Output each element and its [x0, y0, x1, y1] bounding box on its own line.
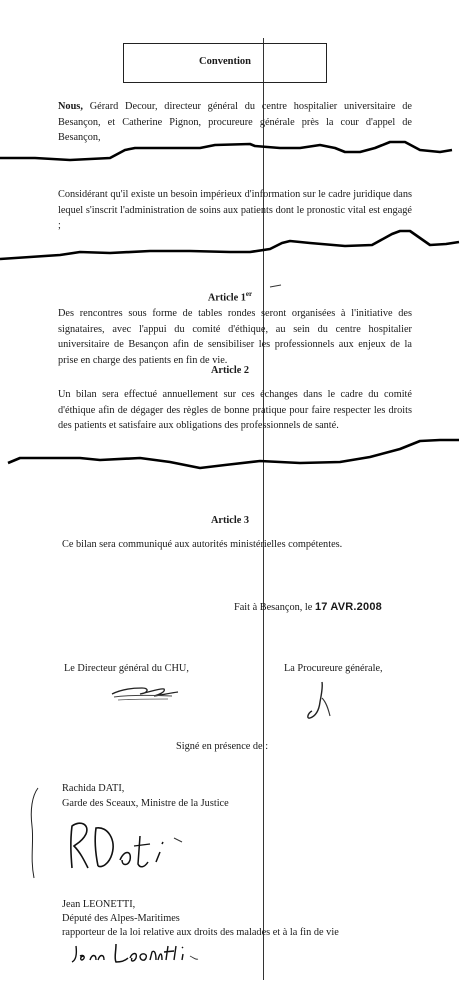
leonetti-name: Jean LEONETTI, [62, 899, 136, 910]
preamble-lead: Nous, [58, 101, 83, 112]
leonetti-signature [70, 942, 200, 966]
leonetti-role-2: rapporteur de la loi relative aux droits des malades et à la fin de vie [62, 927, 339, 938]
title-box [123, 43, 327, 83]
prosecutor-title: La Procureure générale, [284, 663, 383, 674]
director-title: Le Directeur général du CHU, [64, 663, 189, 674]
page-fold-line [263, 38, 264, 980]
margin-bracket [24, 786, 42, 882]
place-date: Fait à Besançon, le 17 AVR.2008 [234, 601, 382, 613]
dati-name: Rachida DATI, [62, 783, 125, 794]
article-3-heading: Article 3 [210, 515, 250, 526]
article-3-text: Ce bilan sera communiqué aux autorités ministérielles compétentes. [62, 539, 343, 550]
prosecutor-signature [300, 680, 340, 722]
dati-role: Garde des Sceaux, Ministre de la Justice [62, 798, 229, 809]
document-title: Convention [199, 56, 251, 67]
article-2-text: Un bilan sera effectué annuellement sur ces échanges dans le cadre du comité d'éthique afin de dégager des règles de bonne pratique pour faire respecter les droits des patients et satisfaire aux obligations des professionnels de santé. [58, 389, 412, 431]
article-1-text: Des rencontres sous forme de tables rondes seront organisées à l'initiative des signataires, avec l'appui du comité d'éthique, au sein du centre hospitalier universitaire de Besançon afin de sensibiliser les professionnels aux enjeux de la prise en charge des patients en fin de vie. [58, 308, 412, 366]
in-presence-label: Signé en présence de : [176, 741, 269, 752]
torn-edge [0, 436, 460, 480]
preamble-text: Gérard Decour, directeur général du centre hospitalier universitaire de Besançon, et Catherine Pignon, procureure générale près la cour d'appel de Besançon, [58, 101, 412, 143]
leonetti-role-1: Député des Alpes-Maritimes [62, 913, 180, 924]
date-stamp: 17 AVR.2008 [314, 601, 382, 613]
dati-signature [64, 816, 194, 876]
article-1-heading: Article 1er [207, 290, 253, 304]
torn-edge [0, 136, 460, 170]
article-2-heading: Article 2 [210, 365, 250, 376]
director-signature [108, 678, 184, 704]
considerant-paragraph: Considérant qu'il existe un besoin impérieux d'information sur le cadre juridique dans lequel s'inscrit l'administration de soins aux patients dont le pronostic vital est engagé ; [58, 189, 412, 231]
torn-edge [0, 225, 460, 265]
